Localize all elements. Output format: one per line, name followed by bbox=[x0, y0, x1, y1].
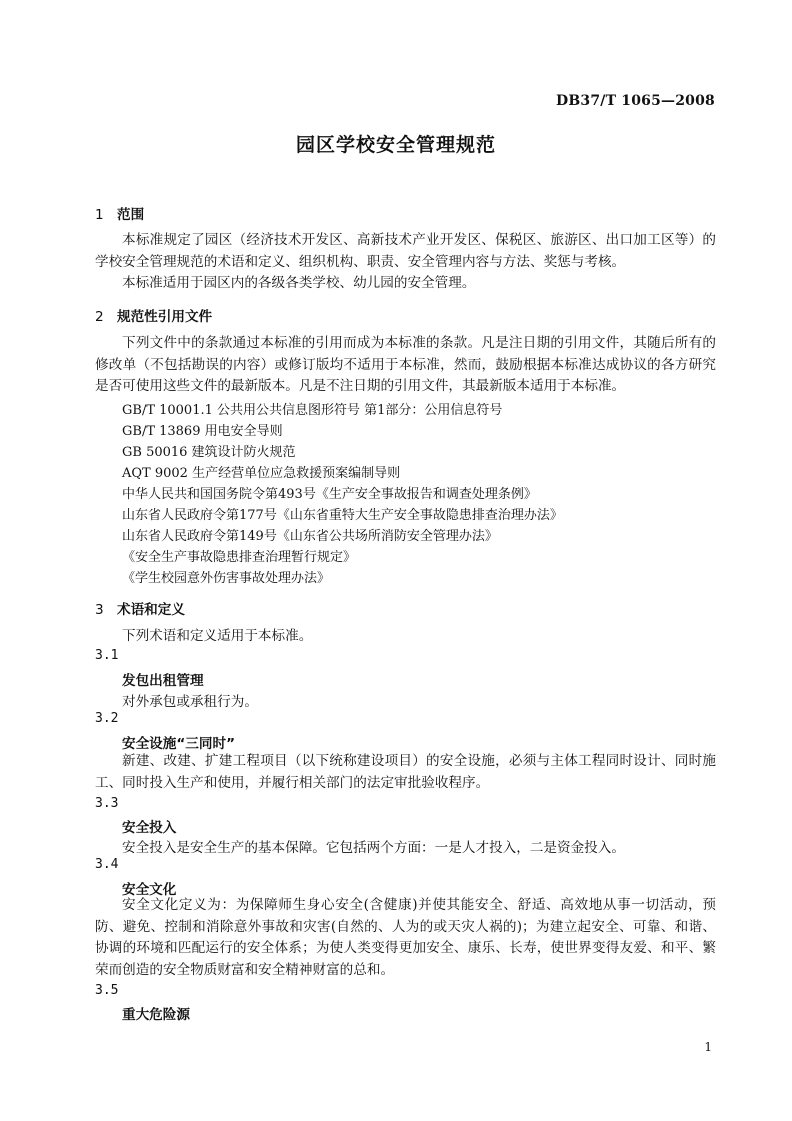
term-number: 3.2 bbox=[95, 711, 119, 726]
reference-item: 《安全生产事故隐患排查治理暂行规定》 bbox=[122, 550, 357, 565]
reference-item: AQT 9002 生产经营单位应急救援预案编制导则 bbox=[122, 466, 401, 481]
reference-item: 山东省人民政府令第177号《山东省重特大生产安全事故隐患排查治理办法》 bbox=[122, 508, 563, 523]
reference-item: GB 50016 建筑设计防火规范 bbox=[122, 445, 296, 460]
term-name: 安全文化 bbox=[122, 882, 177, 898]
page-number: 1 bbox=[704, 1040, 712, 1054]
reference-item: 山东省人民政府令第149号《山东省公共场所消防安全管理办法》 bbox=[122, 529, 498, 544]
section-1-paragraph-1: 本标准规定了园区（经济技术开发区、高新技术产业开发区、保税区、旅游区、出口加工区等）的学校安全管理规范的术语和定义、组织机构、职责、安全管理内容与方法、奖惩与考核。 bbox=[95, 232, 716, 270]
term-name: 安全投入 bbox=[122, 820, 177, 836]
section-2-heading bbox=[95, 305, 212, 325]
section-3-heading bbox=[95, 598, 185, 618]
standard-number: DB37/T 1065—2008 bbox=[556, 93, 715, 109]
term-name: 重大危险源 bbox=[122, 1007, 190, 1023]
section-number: 1 bbox=[95, 207, 104, 223]
section-title: 规范性引用文件 bbox=[117, 309, 213, 325]
document-title: 园区学校安全管理规范 bbox=[295, 134, 496, 156]
reference-item: GB/T 10001.1 公共用公共信息图形符号 第1部分：公用信息符号 bbox=[122, 403, 503, 418]
term-number: 3.4 bbox=[95, 857, 119, 872]
section-title: 范围 bbox=[117, 207, 145, 223]
term-definition: 安全文化定义为：为保障师生身心安全(含健康)并使其能安全、舒适、高效地从事一切活动，预防、避免、控制和消除意外事故和灾害(自然的、人为的或天灾人祸的)；为建立起安全、可靠、和谐、协调的环境和匹配运行的安全体系；为使人类变得更加安全、康乐、长寿，使世界变得友爱、和平、繁荣而创造的安全物质财富和安全精神财富的总和。 bbox=[95, 897, 716, 978]
section-number: 3 bbox=[95, 602, 104, 618]
section-2-intro: 下列文件中的条款通过本标准的引用而成为本标准的条款。凡是注日期的引用文件，其随后所有的修改单（不包括勘误的内容）或修订版均不适用于本标准，然而，鼓励根据本标准达成协议的各方研究是否可使用这些文件的最新版本。凡是不注日期的引用文件，其最新版本适用于本标准。 bbox=[95, 335, 716, 395]
term-number: 3.5 bbox=[95, 983, 119, 998]
term-number: 3.1 bbox=[95, 648, 119, 663]
reference-item: GB/T 13869 用电安全导则 bbox=[122, 424, 283, 439]
reference-item: 中华人民共和国国务院令第493号《生产安全事故报告和调查处理条例》 bbox=[122, 487, 537, 502]
section-title: 术语和定义 bbox=[117, 602, 185, 618]
term-name: 安全设施“三同时” bbox=[122, 736, 236, 752]
section-1-heading bbox=[95, 203, 144, 223]
term-name: 发包出租管理 bbox=[122, 673, 204, 689]
section-number: 2 bbox=[95, 309, 104, 325]
term-definition: 安全投入是安全生产的基本保障。它包括两个方面：一是人才投入，二是资金投入。 bbox=[122, 840, 625, 856]
term-number: 3.3 bbox=[95, 796, 119, 811]
section-1-paragraph-2: 本标准适用于园区内的各级各类学校、幼儿园的安全管理。 bbox=[122, 275, 476, 291]
section-3-intro: 下列术语和定义适用于本标准。 bbox=[122, 628, 313, 644]
term-definition: 新建、改建、扩建工程项目（以下统称建设项目）的安全设施，必须与主体工程同时设计、同时施工、同时投入生产和使用，并履行相关部门的法定审批验收程序。 bbox=[95, 753, 716, 791]
reference-item: 《学生校园意外伤害事故处理办法》 bbox=[122, 571, 331, 586]
term-definition: 对外承包或承租行为。 bbox=[122, 694, 258, 710]
